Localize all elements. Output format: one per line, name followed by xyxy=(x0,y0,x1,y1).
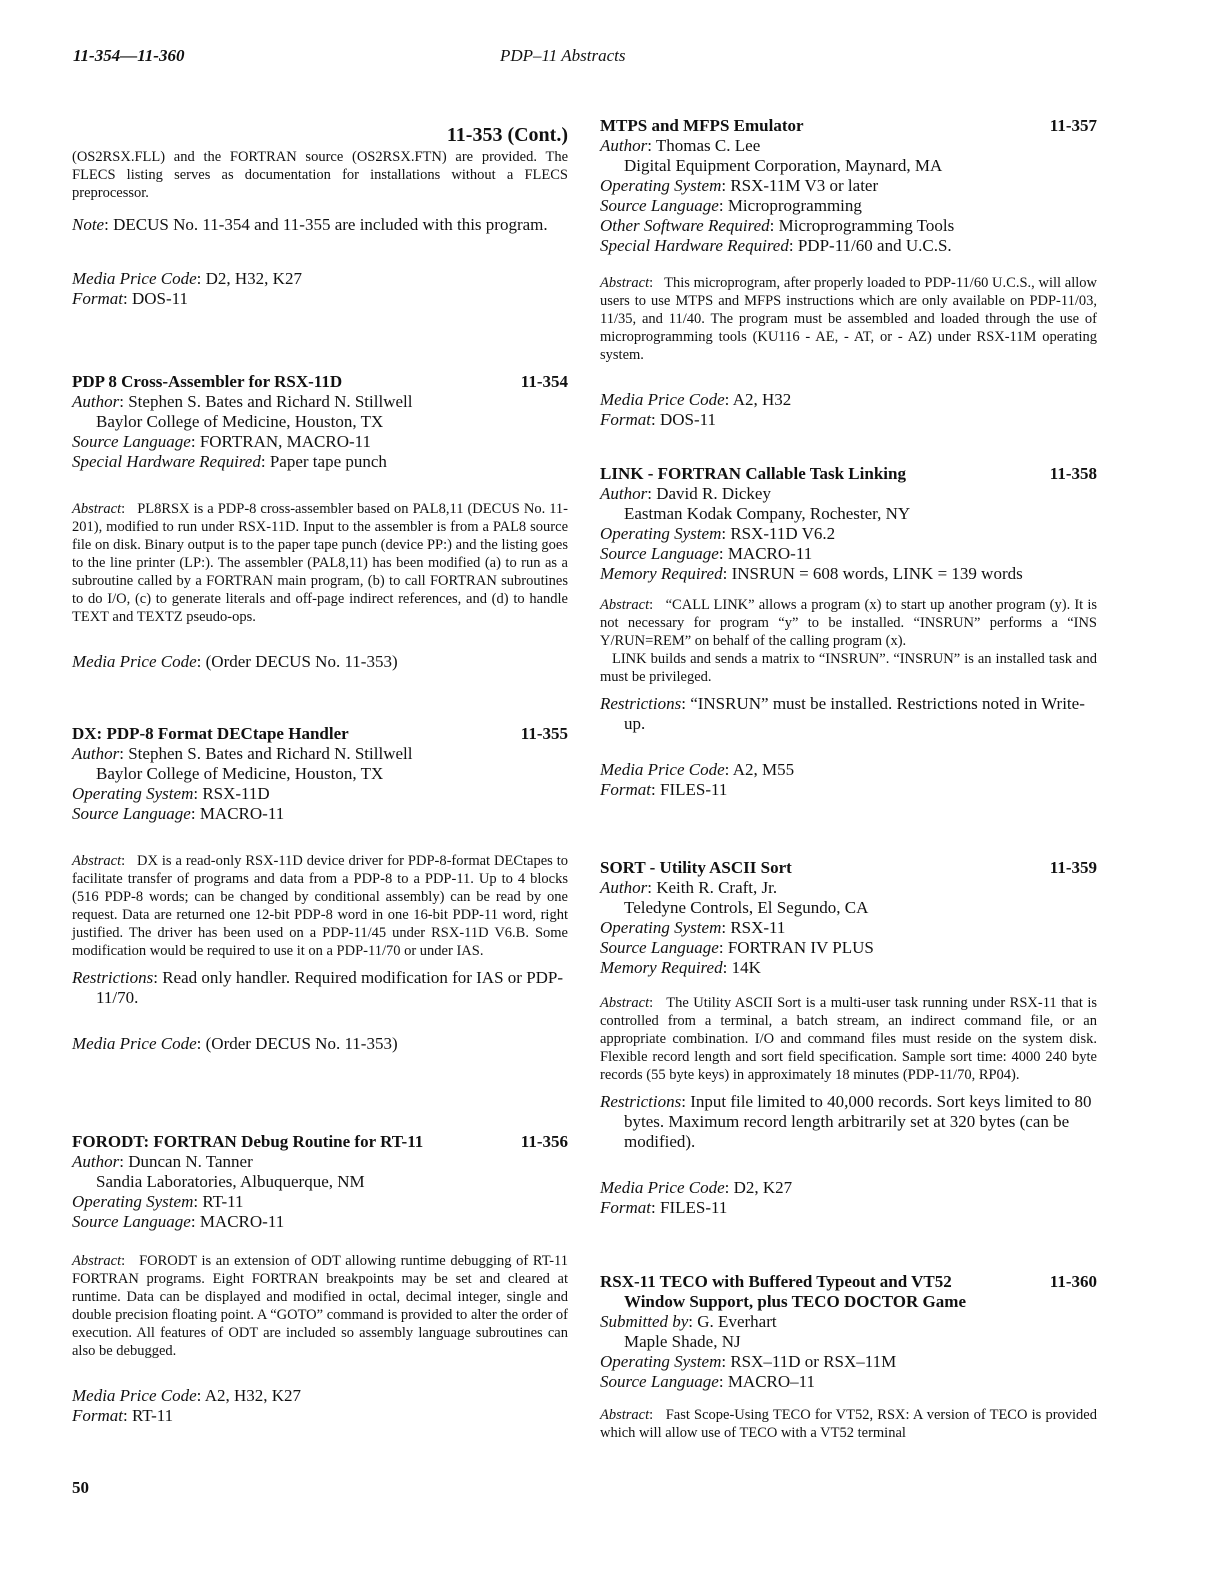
restrictions: Restrictions: Input file limited to 40,000 records. Sort keys limited to 80 bytes. Maximum record length arbitrarily set at 320 bytes (can be modified). xyxy=(600,1092,1092,1151)
source-language: Source Language: FORTRAN, MACRO-11 xyxy=(72,432,372,451)
author: Author: Stephen S. Bates and Richard N. Stillwell xyxy=(72,392,413,411)
format: Format: FILES-11 xyxy=(600,780,728,799)
entry-title-row xyxy=(72,1132,568,1152)
abstract-text: (OS2RSX.FLL) and the FORTRAN source (OS2RSX.FTN) are provided. The FLECS listing serves as documentation for installations without a FLECS preprocessor. xyxy=(72,149,568,201)
source-language: Source Language: MACRO-11 xyxy=(72,1212,285,1231)
source-language: Source Language: MACRO-11 xyxy=(600,544,813,563)
entry-11-357 xyxy=(600,116,1097,430)
affiliation: Sandia Laboratories, Albuquerque, NM xyxy=(96,1172,365,1191)
operating-system: Operating System: RSX-11 xyxy=(600,918,786,937)
source-language: Source Language: MACRO–11 xyxy=(600,1372,816,1391)
abstract: Abstract: FORODT is an extension of ODT allowing runtime debugging of RT-11 FORTRAN programs. Eight FORTRAN breakpoints may be set and cleared at runtime. Data can be displayed and modified in octal, decimal integer, single and double precision floating point. A “GOTO” command is provided to alter the order of execution. All features of ODT are included so assembly language subroutines can also be debugged. xyxy=(72,1253,569,1359)
entry-11-359 xyxy=(600,858,1097,1218)
author: Author: David R. Dickey xyxy=(600,484,771,503)
entry-11-353-cont xyxy=(72,124,568,309)
source-language: Source Language: Microprogramming xyxy=(600,196,862,215)
abstract-continued: LINK builds and sends a matrix to “INSRUN”. “INSRUN” is an installed task and must be privileged. xyxy=(600,651,1097,685)
affiliation: Teledyne Controls, El Segundo, CA xyxy=(624,898,869,917)
entry-number: 11-356 xyxy=(520,1132,568,1151)
page-number: 50 xyxy=(72,1478,89,1497)
abstract: Abstract: “CALL LINK” allows a program (x) to start up another program (y). It is not necessary for program “y” to be installed. “INSRUN” performs a “INS Y/RUN=REM” on behalf of the calling program (x). xyxy=(600,597,1098,649)
format: Format: DOS-11 xyxy=(72,289,189,308)
entry-11-354 xyxy=(72,372,568,672)
restrictions: Restrictions: Read only handler. Required modification for IAS or PDP-11/70. xyxy=(72,968,564,1007)
entry-title-row xyxy=(72,724,568,744)
affiliation: Digital Equipment Corporation, Maynard, MA xyxy=(624,156,943,175)
entry-title-row xyxy=(600,1272,1097,1292)
note: Note: DECUS No. 11-354 and 11-355 are included with this program. xyxy=(72,215,548,234)
entry-number: 11-359 xyxy=(1049,858,1097,877)
abstract: Abstract: DX is a read-only RSX-11D device driver for PDP-8-format DECtapes to facilitate transfer of programs and data from a PDP-8 to a PDP-11. Up to 4 blocks (516 PDP-8 words; can be changed by conditional assembly) can be read by one request. Data are returned one 12-bit PDP-8 word in one 16-bit PDP-11 word, right justified. The driver has been used on a PDP-11/45 under RSX-11D V6.B. Some modification would be required to use it on a PDP-11/70 or under IAS. xyxy=(72,853,569,959)
running-header-title: PDP–11 Abstracts xyxy=(500,46,626,65)
entry-title-row xyxy=(600,464,1097,484)
abstract: Abstract: Fast Scope-Using TECO for VT52, RSX: A version of TECO is provided which will allow use of TECO with a VT52 terminal xyxy=(600,1407,1097,1441)
media-price-code: Media Price Code: A2, M55 xyxy=(600,760,795,779)
author: Author: Stephen S. Bates and Richard N. Stillwell xyxy=(72,744,413,763)
continuation-label: 11-353 (Cont.) xyxy=(446,124,568,146)
entry-title: LINK - FORTRAN Callable Task Linking xyxy=(600,464,906,483)
running-header-range: 11-354—11-360 xyxy=(73,46,185,65)
affiliation: Maple Shade, NJ xyxy=(624,1332,741,1351)
entry-11-360 xyxy=(600,1272,1097,1442)
entry-title-line2: Window Support, plus TECO DOCTOR Game xyxy=(624,1292,966,1311)
entry-title: DX: PDP-8 Format DECtape Handler xyxy=(72,724,349,743)
abstract: Abstract: The Utility ASCII Sort is a multi-user task running under RSX-11 that is controlled from a terminal, a batch stream, an indirect command file, or an appropriate combination. I/O and command files must reside on the system disk. Flexible record length and sort field specification. Sample sort time: 4000 240 byte records (55 byte keys) in approximately 18 minutes (PDP-11/70, RP04). xyxy=(600,995,1097,1083)
entry-title-row xyxy=(600,116,1097,136)
source-language: Source Language: FORTRAN IV PLUS xyxy=(600,938,874,957)
abstract: Abstract: This microprogram, after properly loaded to PDP-11/60 U.C.S., will allow users to use MTPS and MFPS instructions which are only available on PDP-11/03, 11/35, and 11/40. The program must be assembled and loaded through the use of microprogramming tools (KU116 - AE, - AT, or - AZ) under RSX-11M operating system. xyxy=(600,275,1097,363)
entry-title: RSX-11 TECO with Buffered Typeout and VT52 xyxy=(600,1272,952,1291)
media-price-code: Media Price Code: (Order DECUS No. 11-353) xyxy=(72,652,398,671)
operating-system: Operating System: RSX–11D or RSX–11M xyxy=(600,1352,897,1371)
author: Author: Duncan N. Tanner xyxy=(72,1152,253,1171)
entry-title: FORODT: FORTRAN Debug Routine for RT-11 xyxy=(72,1132,424,1151)
author: Author: Thomas C. Lee xyxy=(600,136,761,155)
media-price-code: Media Price Code: A2, H32 xyxy=(600,390,792,409)
restrictions: Restrictions: “INSRUN” must be installed. Restrictions noted in Write-up. xyxy=(600,694,1085,733)
special-hardware: Special Hardware Required: Paper tape punch xyxy=(72,452,387,471)
entry-number: 11-358 xyxy=(1049,464,1097,483)
source-language: Source Language: MACRO-11 xyxy=(72,804,285,823)
affiliation: Baylor College of Medicine, Houston, TX xyxy=(96,764,384,783)
entry-number: 11-355 xyxy=(520,724,568,743)
entry-number: 11-354 xyxy=(520,372,568,391)
entry-title: MTPS and MFPS Emulator xyxy=(600,116,804,135)
memory-required: Memory Required: 14K xyxy=(600,958,761,977)
operating-system: Operating System: RSX-11M V3 or later xyxy=(600,176,879,195)
author: Author: Keith R. Craft, Jr. xyxy=(600,878,778,897)
operating-system: Operating System: RSX-11D V6.2 xyxy=(600,524,836,543)
entry-11-358 xyxy=(600,464,1097,800)
format: Format: DOS-11 xyxy=(600,410,717,429)
affiliation: Eastman Kodak Company, Rochester, NY xyxy=(624,504,911,523)
media-price-code: Media Price Code: D2, H32, K27 xyxy=(72,269,302,288)
entry-number: 11-357 xyxy=(1049,116,1097,135)
entry-number: 11-360 xyxy=(1049,1272,1097,1291)
media-price-code: Media Price Code: (Order DECUS No. 11-353) xyxy=(72,1034,398,1053)
entry-11-355 xyxy=(72,724,568,1054)
entry-title: SORT - Utility ASCII Sort xyxy=(600,858,792,877)
special-hardware: Special Hardware Required: PDP-11/60 and U.C.S. xyxy=(600,236,952,255)
media-price-code: Media Price Code: A2, H32, K27 xyxy=(72,1386,302,1405)
abstract: Abstract: PL8RSX is a PDP-8 cross-assembler based on PAL8,11 (DECUS No. 11-201), modified to run under RSX-11D. Input to the assembler is from a PAL8 source file on disk. Binary output is to the paper tape punch (device PP:) and the listing goes to the line printer (LP:). The assembler (PAL8,11) has been modified (a) to run as a subroutine called by a FORTRAN main program, (b) to call FORTRAN subroutines to do I/O, (c) to generate literals and off-page indirect references, and (d) to handle TEXT and TEXTZ pseudo-ops. xyxy=(72,501,568,625)
format: Format: RT-11 xyxy=(72,1406,174,1425)
entry-11-356 xyxy=(72,1132,568,1426)
entry-title-row xyxy=(72,372,568,392)
memory-required: Memory Required: INSRUN = 608 words, LINK = 139 words xyxy=(600,564,1023,583)
format: Format: FILES-11 xyxy=(600,1198,728,1217)
media-price-code: Media Price Code: D2, K27 xyxy=(600,1178,793,1197)
entry-title-row xyxy=(600,858,1097,878)
entry-title: PDP 8 Cross-Assembler for RSX-11D xyxy=(72,372,343,391)
other-software: Other Software Required: Microprogramming Tools xyxy=(600,216,955,235)
operating-system: Operating System: RT-11 xyxy=(72,1192,244,1211)
operating-system: Operating System: RSX-11D xyxy=(72,784,270,803)
affiliation: Baylor College of Medicine, Houston, TX xyxy=(96,412,384,431)
submitted-by: Submitted by: G. Everhart xyxy=(600,1312,777,1331)
